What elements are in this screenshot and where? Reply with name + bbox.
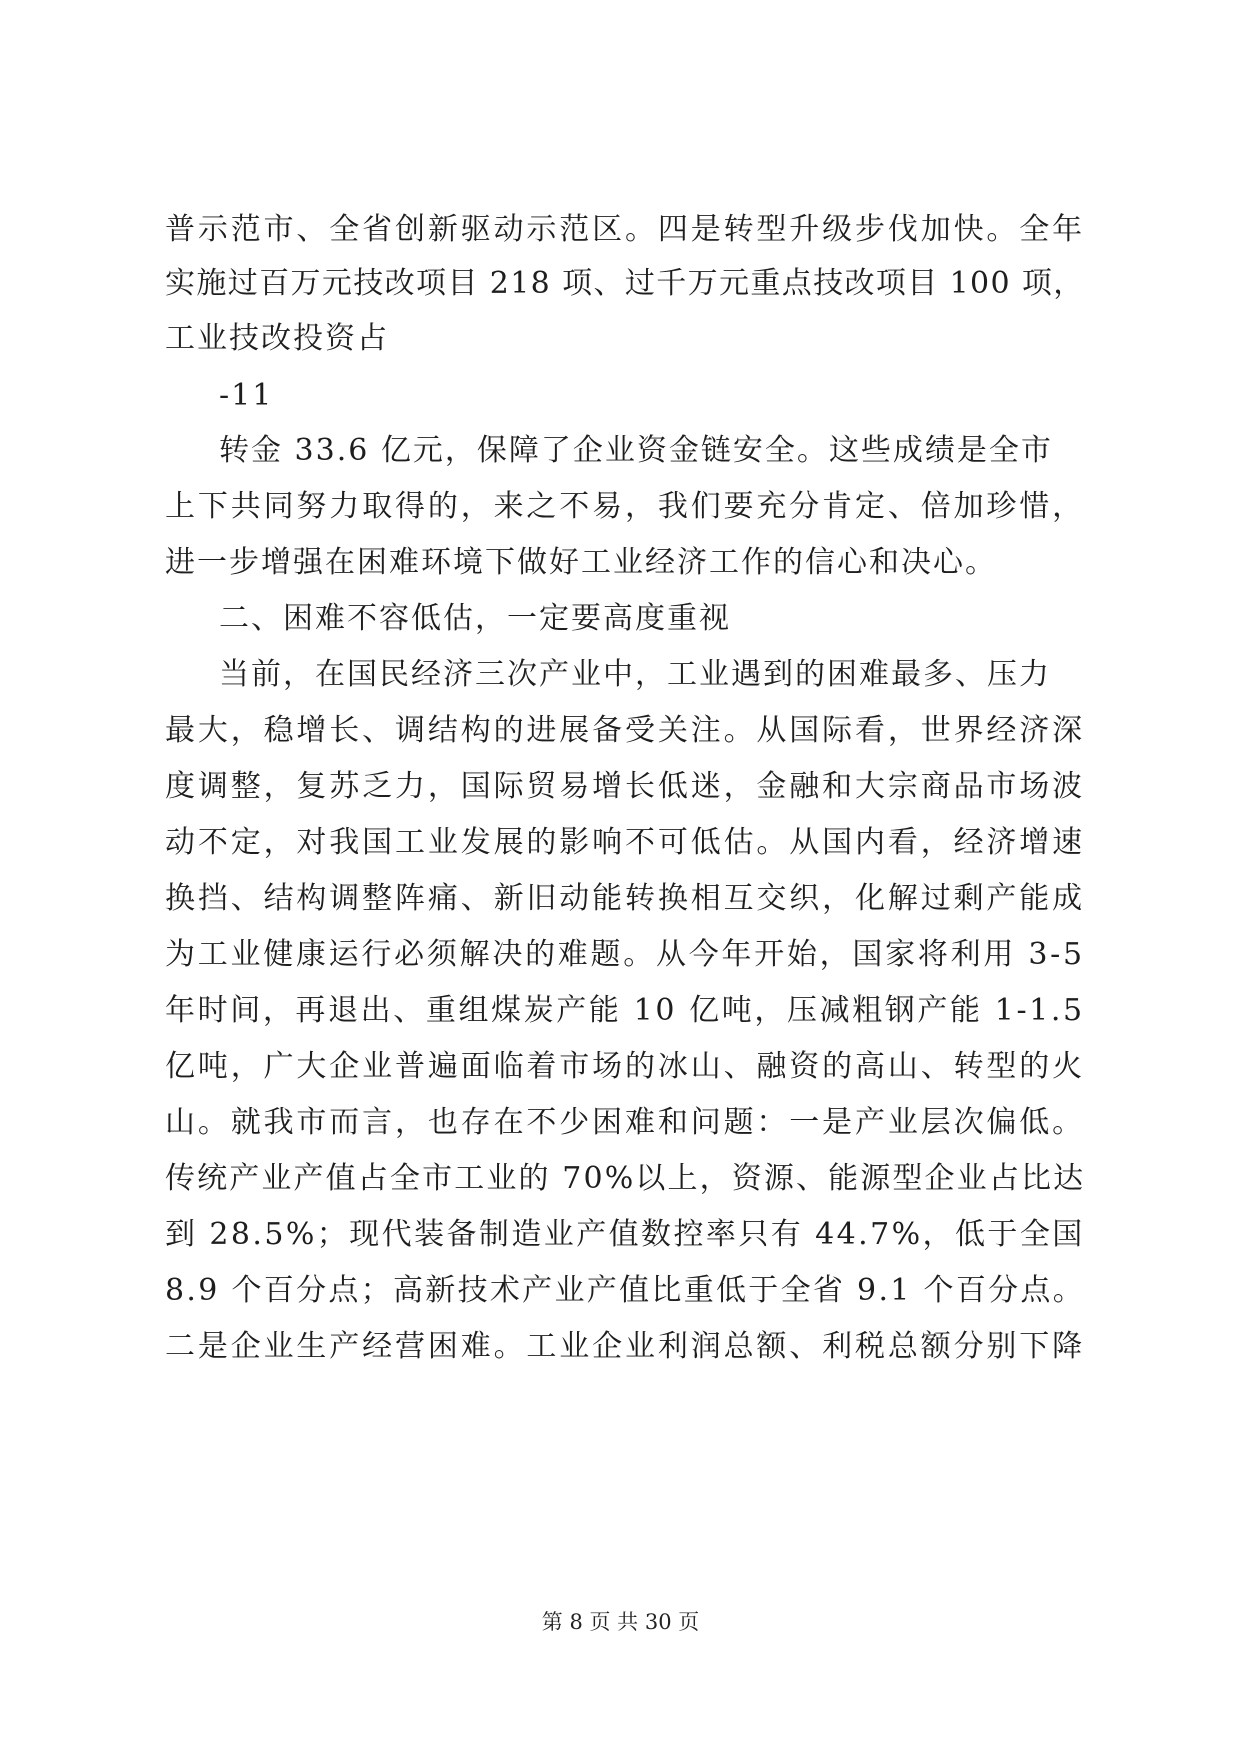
- text-line: 传统产业产值占全市工业的 70%以上，资源、能源型企业占比达: [165, 1161, 1086, 1196]
- text-line: 实施过百万元技改项目 218 项、过千万元重点技改项目 100 项，: [165, 266, 1085, 301]
- text-line: 工业技改投资占: [165, 321, 389, 356]
- text-line: 山。就我市而言，也存在不少困难和问题：一是产业层次偏低。: [165, 1105, 1085, 1140]
- section-heading: 二、困难不容低估，一定要高度重视: [219, 601, 731, 636]
- text-line: 进一步增强在困难环境下做好工业经济工作的信心和决心。: [165, 545, 997, 580]
- text-line: 上下共同努力取得的，来之不易，我们要充分肯定、倍加珍惜，: [165, 489, 1085, 524]
- text-line: 换挡、结构调整阵痛、新旧动能转换相互交织，化解过剩产能成: [165, 881, 1085, 916]
- text-line: 到 28.5%；现代装备制造业产值数控率只有 44.7%，低于全国: [165, 1217, 1085, 1252]
- text-line: 度调整，复苏乏力，国际贸易增长低迷，金融和大宗商品市场波: [165, 769, 1085, 804]
- text-line: 年时间，再退出、重组煤炭产能 10 亿吨，压减粗钢产能 1-1.5: [165, 993, 1085, 1028]
- text-line: 普示范市、全省创新驱动示范区。四是转型升级步伐加快。全年: [165, 212, 1085, 247]
- text-line: 当前，在国民经济三次产业中，工业遇到的困难最多、压力: [219, 657, 1051, 692]
- text-line: 8.9 个百分点；高新技术产业产值比重低于全省 9.1 个百分点。: [165, 1273, 1086, 1308]
- page-footer: [0, 1609, 1241, 1635]
- text-line: 二是企业生产经营困难。工业企业利润总额、利税总额分别下降: [165, 1329, 1085, 1364]
- page-marker: -11: [219, 378, 274, 413]
- page-number-label: 第 8 页 共 30 页: [541, 1610, 700, 1634]
- text-line: 最大，稳增长、调结构的进展备受关注。从国际看，世界经济深: [165, 713, 1085, 748]
- text-line: 为工业健康运行必须解决的难题。从今年开始，国家将利用 3-5: [165, 937, 1085, 972]
- text-line: 亿吨，广大企业普遍面临着市场的冰山、融资的高山、转型的火: [165, 1049, 1085, 1084]
- text-line: 转金 33.6 亿元，保障了企业资金链安全。这些成绩是全市: [219, 433, 1053, 468]
- text-line: 动不定，对我国工业发展的影响不可低估。从国内看，经济增速: [165, 825, 1085, 860]
